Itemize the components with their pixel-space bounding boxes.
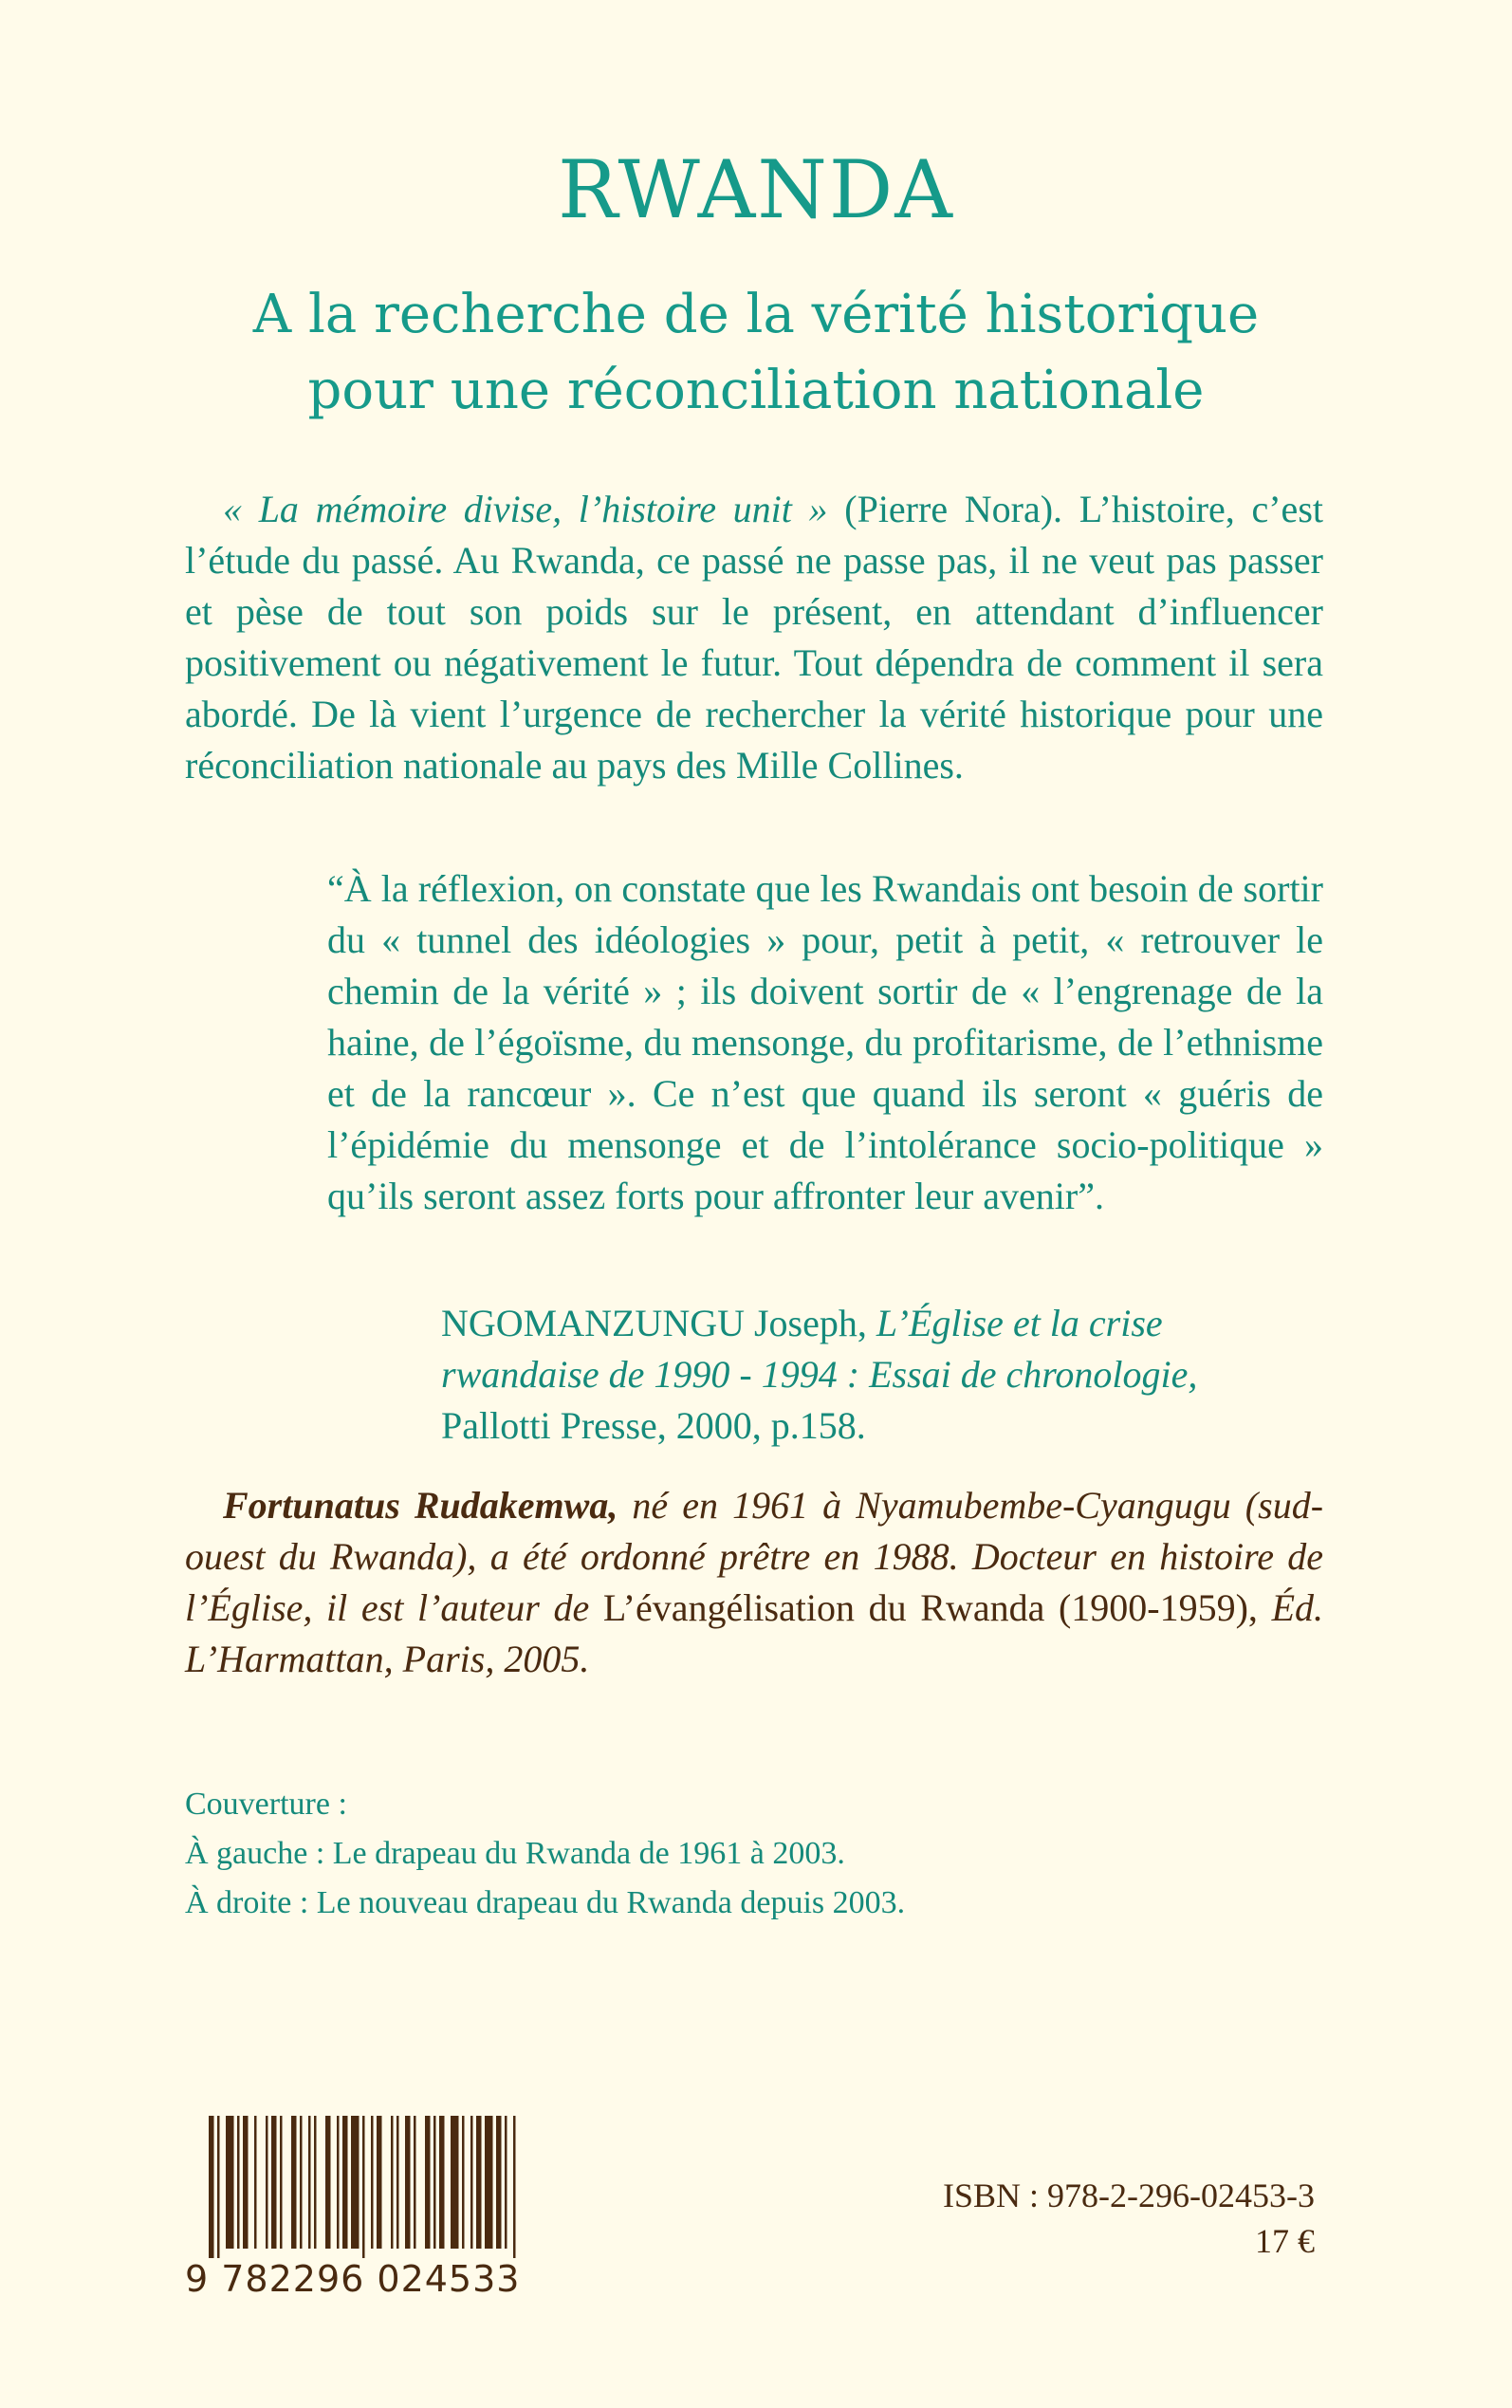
barcode-bar — [505, 2116, 507, 2249]
barcode-bar — [433, 2116, 436, 2249]
barcode-bar — [325, 2116, 331, 2249]
cover-note-right: À droite : Le nouveau drapeau du Rwanda depuis 2003. — [185, 1885, 906, 1920]
barcode-bar — [226, 2116, 234, 2249]
barcode-bar — [342, 2116, 348, 2249]
cover-notes — [185, 1782, 1323, 1930]
barcode-bar — [266, 2116, 268, 2249]
quote-citation — [441, 1298, 1323, 1452]
barcode-bar — [243, 2116, 249, 2249]
subtitle-line-1: A la recherche de la vérité historique — [252, 284, 1260, 345]
barcode-bar — [351, 2116, 360, 2249]
bio-book-title: L’évangélisation du Rwanda (1900-1959), — [602, 1586, 1258, 1629]
intro-paragraph — [185, 484, 1323, 791]
book-title: RWANDA — [558, 143, 954, 236]
barcode-bar — [308, 2116, 311, 2249]
price: 17 € — [1255, 2222, 1315, 2260]
barcode-bar — [485, 2116, 493, 2249]
author-name: Fortunatus Rudakemwa, — [223, 1484, 618, 1527]
barcode-bar — [217, 2116, 220, 2258]
barcode-bar — [314, 2116, 317, 2249]
barcode-bar — [462, 2116, 465, 2249]
isbn-block — [943, 2173, 1315, 2264]
barcode-bar — [451, 2116, 459, 2249]
nora-quote: « La mémoire divise, l’histoire unit » — [223, 488, 828, 530]
barcode-bar — [377, 2116, 382, 2249]
barcode-bar — [280, 2116, 283, 2249]
barcode-bar — [513, 2116, 516, 2258]
barcode-bar — [396, 2116, 399, 2249]
bio-text-1: né en 1961 à Nyamubembe-Cyangugu (sud-ouest du Rwanda), a été ordonné prêtre en 1988. Docteur en histoire de l’Église, il est l’auteur de — [185, 1484, 1324, 1629]
barcode-bar — [254, 2116, 257, 2249]
barcode-bar — [391, 2116, 394, 2249]
citation-publisher: Pallotti Presse, 2000, p.158. — [441, 1404, 866, 1447]
barcode-bar — [271, 2116, 277, 2249]
book-subtitle — [0, 277, 1512, 429]
barcode-bar — [476, 2116, 482, 2249]
isbn-number: ISBN : 978-2-296-02453-3 — [943, 2176, 1315, 2214]
intro-text: (Pierre Nora). L’histoire, c’est l’étude du passé. Au Rwanda, ce passé ne passe pas, il ne veut pas passer et pèse de tout son poids sur le présent, en attendant d’influencer positivement ou négativement le futur. Tout dépendra de comment il sera abordé. De là vient l’urgence de rechercher la vérité historique pour une réconciliation nationale au pays des Mille Collines. — [185, 488, 1323, 787]
barcode-bar — [425, 2116, 431, 2249]
barcode-bar — [209, 2116, 214, 2258]
barcode-digits: 9 782296 024533 — [185, 2258, 521, 2300]
barcode-bar — [496, 2116, 502, 2249]
barcode-bar — [362, 2116, 365, 2258]
cover-note-left: À gauche : Le drapeau du Rwanda de 1961 à 2003. — [185, 1836, 845, 1871]
barcode-bars — [209, 2116, 536, 2258]
block-quote: “À la réflexion, on constate que les Rwandais ont besoin de sortir du « tunnel des idéologies » pour, petit à petit, « retrouver le chemin de la vérité » ; ils doivent sortir de « l’engrenage de la haine, de l’égoïsme, du mensonge, du profitarisme, de l’ethnisme et de la rancœur ». Ce n’est que quand ils seront « guéris de l’épidémie du mensonge et de l’intolérance socio-politique » qu’ils seront assez forts pour affronter leur avenir”. — [327, 867, 1323, 1217]
citation-work: L’Église et la crise rwandaise de 1990 - 1994 : Essai de chronologie, — [441, 1302, 1198, 1396]
citation-author: NGOMANZUNGU Joseph, — [441, 1302, 876, 1344]
barcode-bar — [414, 2116, 416, 2249]
barcode-bar — [470, 2116, 473, 2249]
barcode-bar — [337, 2116, 340, 2249]
barcode-bar — [439, 2116, 445, 2249]
subtitle-line-2: pour une réconciliation nationale — [307, 360, 1205, 421]
barcode-bar — [405, 2116, 411, 2249]
author-bio — [185, 1480, 1323, 1685]
barcode — [185, 2116, 536, 2310]
bio-text-2: Éd. L’Harmattan, Paris, 2005. — [185, 1586, 1324, 1680]
barcode-bar — [237, 2116, 240, 2249]
barcode-bar — [291, 2116, 297, 2249]
cover-notes-heading: Couverture : — [185, 1787, 347, 1822]
barcode-bar — [300, 2116, 303, 2249]
barcode-bar — [371, 2116, 374, 2249]
